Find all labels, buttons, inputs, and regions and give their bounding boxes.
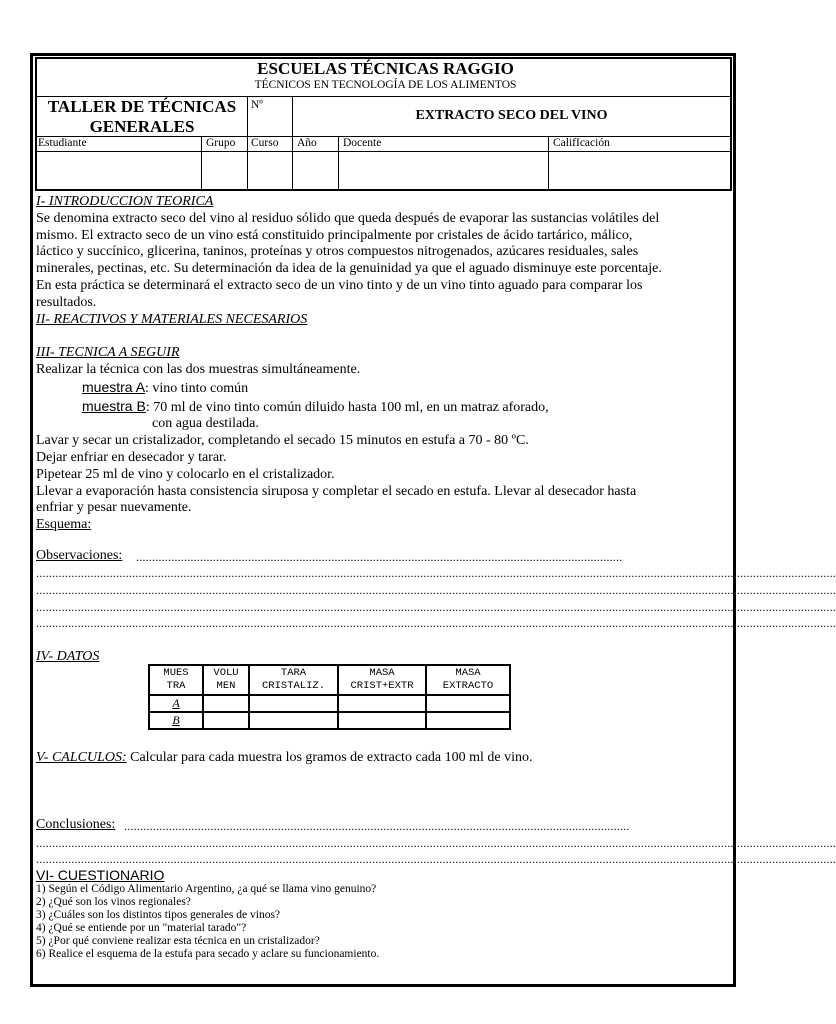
calculos-section <box>36 750 731 767</box>
cuestionario-section <box>36 867 731 961</box>
tecnica-step: Pipetear 25 ml de vino y colocarlo en el cristalizador. <box>36 466 335 482</box>
fill-line: ........................................................................................................................................................ <box>136 550 623 564</box>
conclusiones-label: Conclusiones: <box>36 817 116 832</box>
row-label-b: B <box>149 712 203 729</box>
datos-title: IV- DATOS <box>36 649 100 664</box>
intro-section <box>36 194 731 534</box>
table-cell[interactable] <box>203 712 249 729</box>
fill-line: .............................................................................................................................................................. <box>124 819 630 833</box>
intro-line: láctico y succínico, glicerina, taninos, proteínas y otros compuestos nitrogenados, azúcares residuales, sales <box>36 244 639 260</box>
curso-label: Curso <box>251 137 279 149</box>
docente-label: Docente <box>343 137 382 149</box>
school-name: ESCUELAS TÉCNICAS RAGGIO <box>257 59 514 78</box>
fill-line: .......................................................................................................................................................................................................................................................... <box>36 600 836 614</box>
fill-line: .......................................................................................................................................................................................................................................................... <box>36 583 836 597</box>
table-cell[interactable] <box>338 695 426 712</box>
calculos-text: Calcular para cada muestra los gramos de extracto cada 100 ml de vino. <box>126 750 533 765</box>
table-cell[interactable] <box>249 712 338 729</box>
cuestionario-title: VI- CUESTIONARIO <box>36 867 165 883</box>
question-item: 1) Según el Código Alimentario Argentino, ¿a qué se llama vino genuino? <box>36 883 377 895</box>
row-label-a: A <box>149 695 203 712</box>
muestra-b <box>36 398 731 417</box>
school-subtitle: TÉCNICOS EN TECNOLOGÍA DE LOS ALIMENTOS <box>254 79 517 91</box>
tecnica-intro: Realizar la técnica con las dos muestras simultáneamente. <box>36 361 361 377</box>
intro-line: mismo. El extracto seco de un vino está constituido principalmente por cristales de ácido tartárico, málico, <box>36 227 633 243</box>
tecnica-step: Dejar enfriar en desecador y tarar. <box>36 449 227 465</box>
intro-line: En esta práctica se determinará el extracto seco de un vino tinto y de un vino tinto aguado para comparar los <box>36 277 643 293</box>
estudiante-label: Estudiante <box>38 137 87 149</box>
divider <box>37 136 730 137</box>
reactivos-title: II- REACTIVOS Y MATERIALES NECESARIOS <box>36 311 308 327</box>
muestra-a-text: : vino tinto común <box>145 380 249 396</box>
muestra-b-text2: con agua destilada. <box>152 416 259 432</box>
intro-line: minerales, pectinas, etc. Su determinación da idea de la genuinidad ya que el aguado disminuye este porcentaje. <box>36 261 662 277</box>
fill-line: .......................................................................................................................................................................................................................................................... <box>36 852 836 866</box>
tecnica-step: Llevar a evaporación hasta consistencia siruposa y completar el secado en estufa. Llevar al desecador hasta <box>36 483 637 499</box>
numero-label: Nº <box>251 99 263 111</box>
fill-line: .......................................................................................................................................................................................................................................................... <box>36 836 836 850</box>
table-header-cell: VOLU MEN <box>203 665 249 695</box>
table-header-cell: TARA CRISTALIZ. <box>249 665 338 695</box>
datos-table <box>148 664 511 730</box>
table-header-cell: MASA EXTRACTO <box>426 665 510 695</box>
table-header-row <box>149 665 510 695</box>
question-item: 5) ¿Por qué conviene realizar esta técnica en un cristalizador? <box>36 935 320 947</box>
divider <box>201 136 202 189</box>
anio-label: Año <box>297 137 317 149</box>
table-cell[interactable] <box>338 712 426 729</box>
practice-title: EXTRACTO SECO DEL VINO <box>415 108 608 123</box>
table-cell[interactable] <box>249 695 338 712</box>
intro-line: resultados. <box>36 294 97 310</box>
muestra-b-text: : 70 ml de vino tinto común diluido hasta 100 ml, en un matraz aforado, <box>145 399 549 415</box>
divider <box>338 136 339 189</box>
tecnica-step: Lavar y secar un cristalizador, completando el secado 15 minutos en estufa a 70 - 80 ºC. <box>36 433 529 449</box>
muestra-a <box>36 379 731 398</box>
divider <box>247 96 248 136</box>
taller-title <box>37 97 247 137</box>
taller-line1: TALLER DE TÉCNICAS <box>47 97 237 116</box>
tecnica-step: enfriar y pesar nuevamente. <box>36 500 192 516</box>
table-row <box>149 712 510 729</box>
table-cell[interactable] <box>426 712 510 729</box>
muestra-a-label: muestra A <box>82 378 146 395</box>
table-cell[interactable] <box>426 695 510 712</box>
grupo-label: Grupo <box>206 137 236 149</box>
intro-title: I- INTRODUCCION TEORICA <box>36 194 214 209</box>
question-item: 4) ¿Qué se entiende por un "material tarado"? <box>36 922 247 934</box>
header-block <box>35 57 732 191</box>
tecnica-title: III- TECNICA A SEGUIR <box>36 345 180 361</box>
table-cell[interactable] <box>203 695 249 712</box>
muestra-b-label: muestra B <box>82 397 146 414</box>
table-row <box>149 695 510 712</box>
question-item: 6) Realice el esquema de la estufa para secado y aclare su funcionamiento. <box>36 948 380 960</box>
fill-line: .......................................................................................................................................................................................................................................................... <box>36 616 836 630</box>
fill-line: .......................................................................................................................................................................................................................................................... <box>36 566 836 580</box>
observaciones-label: Observaciones: <box>36 548 123 563</box>
calificacion-label: CalifIcación <box>553 137 610 149</box>
divider <box>247 136 248 189</box>
question-item: 2) ¿Qué son los vinos regionales? <box>36 896 191 908</box>
divider <box>37 151 730 152</box>
taller-line2: GENERALES <box>89 117 195 136</box>
intro-line: Se denomina extracto seco del vino al residuo sólido que queda después de evaporar las sustancias volátiles del <box>36 210 660 226</box>
question-item: 3) ¿Cuáles son los distintos tipos generales de vinos? <box>36 909 281 921</box>
table-header-cell: MASA CRIST+EXTR <box>338 665 426 695</box>
calculos-title: V- CALCULOS: <box>36 750 127 765</box>
table-header-cell: MUES TRA <box>149 665 203 695</box>
esquema-label: Esquema: <box>36 517 92 533</box>
divider <box>548 136 549 189</box>
